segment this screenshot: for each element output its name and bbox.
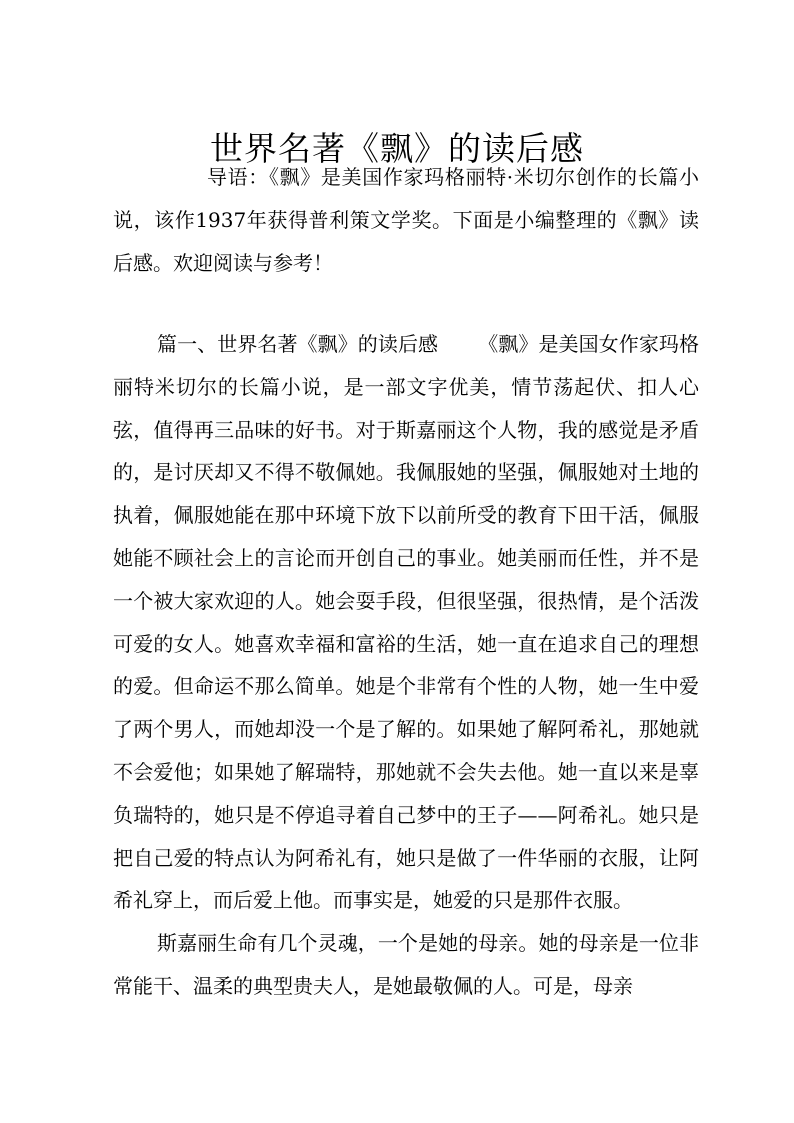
section-1-heading: 篇一、世界名著《飘》的读后感 bbox=[157, 332, 439, 356]
paragraph-2: 斯嘉丽生命有几个灵魂，一个是她的母亲。她的母亲是一位非常能干、温柔的典型贵夫人，是她最敬佩的人。可是，母亲 bbox=[113, 931, 699, 998]
section-1-body: 《飘》是美国女作家玛格丽特米切尔的长篇小说，是一部文字优美，情节荡起伏、扣人心弦，值得再三品味的好书。对于斯嘉丽这个人物，我的感觉是矛盾的，是讨厌却又不得不敬佩她。我佩服她的坚强，佩服她对土地的执着，佩服她能在那中环境下放下以前所受的教育下田干活，佩服她能不顾社会上的言论而开创自己的事业。她美丽而任性，并不是一个被大家欢迎的人。她会耍手段，但很坚强，很热情，是个活泼可爱的女人。她喜欢幸福和富裕的生活，她一直在追求自己的理想的爱。但命运不那么简单。她是个非常有个性的人物，她一生中爱了两个男人，而她却没一个是了解的。如果她了解阿希礼，那她就不会爱他；如果她了解瑞特，那她就不会失去他。她一直以来是辜负瑞特的，她只是不停追寻着自己梦中的王子——阿希礼。她只是把自己爱的特点认为阿希礼有，她只是做了一件华丽的衣服，让阿希礼穿上，而后爱上他。而事实是，她爱的只是那件衣服。 bbox=[113, 332, 700, 913]
document-title: 世界名著《飘》的读后感 bbox=[210, 129, 584, 169]
intro-paragraph: 导语：《飘》是美国作家玛格丽特·米切尔创作的长篇小说，该作1937年获得普利策文学奖。下面是小编整理的《飘》读后感。欢迎阅读与参考！ bbox=[113, 165, 699, 275]
section-1-paragraph bbox=[113, 323, 699, 922]
